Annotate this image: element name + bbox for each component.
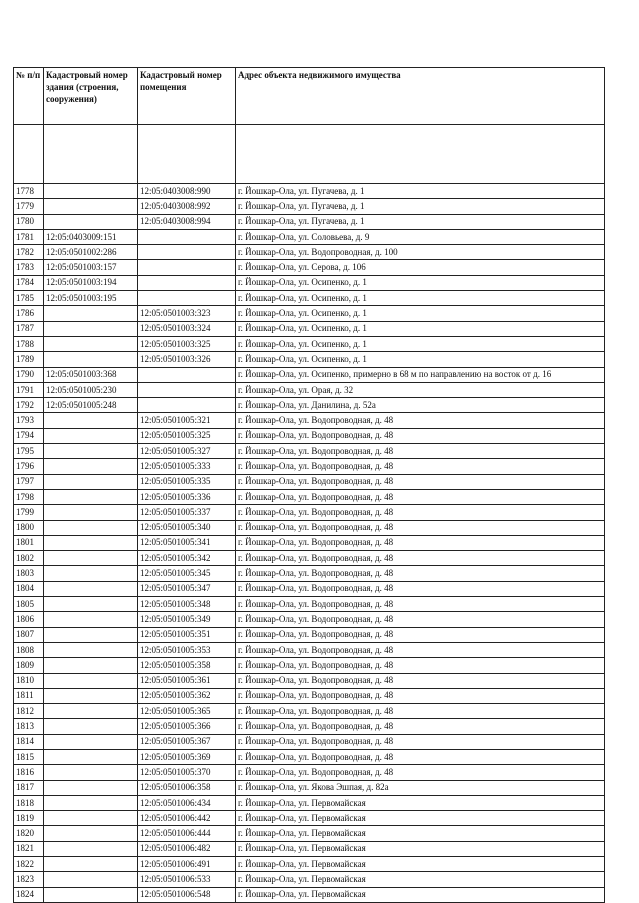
address-cell: г. Йошкар-Ола, ул. Осипенко, д. 1	[236, 275, 605, 290]
premises-cadastral-number-cell: 12:05:0501005:345	[138, 566, 236, 581]
building-cadastral-number-cell	[44, 444, 138, 459]
building-cadastral-number-cell	[44, 826, 138, 841]
table-row	[14, 321, 605, 336]
address-cell: г. Йошкар-Ола, ул. Водопроводная, д. 48	[236, 642, 605, 657]
building-cadastral-number-cell	[44, 765, 138, 780]
premises-cadastral-number-cell: 12:05:0501003:324	[138, 321, 236, 336]
row-number-cell: 1821	[14, 841, 44, 856]
row-number-cell: 1808	[14, 642, 44, 657]
address-cell: г. Йошкар-Ола, ул. Соловьева, д. 9	[236, 229, 605, 244]
table-row	[14, 780, 605, 795]
premises-cadastral-number-cell: 12:05:0403008:992	[138, 199, 236, 214]
premises-cadastral-number-cell: 12:05:0501005:336	[138, 489, 236, 504]
row-number-cell: 1823	[14, 872, 44, 887]
row-number-cell: 1800	[14, 520, 44, 535]
address-cell: г. Йошкар-Ола, ул. Водопроводная, д. 48	[236, 520, 605, 535]
table-row	[14, 612, 605, 627]
address-cell: г. Йошкар-Ола, ул. Водопроводная, д. 48	[236, 581, 605, 596]
address-cell: г. Йошкар-Ола, ул. Первомайская	[236, 857, 605, 872]
premises-cadastral-number-cell: 12:05:0501005:342	[138, 551, 236, 566]
table-row	[14, 520, 605, 535]
premises-cadastral-number-cell	[138, 229, 236, 244]
building-cadastral-number-cell	[44, 734, 138, 749]
premises-cadastral-number-cell: 12:05:0501006:482	[138, 841, 236, 856]
address-cell: г. Йошкар-Ола, ул. Орая, д. 32	[236, 382, 605, 397]
row-number-cell: 1816	[14, 765, 44, 780]
row-number-cell: 1796	[14, 459, 44, 474]
blank-cell	[14, 125, 44, 184]
table-row	[14, 291, 605, 306]
row-number-cell: 1805	[14, 597, 44, 612]
premises-cadastral-number-cell: 12:05:0501005:362	[138, 688, 236, 703]
premises-cadastral-number-cell: 12:05:0501006:533	[138, 872, 236, 887]
row-number-cell: 1818	[14, 795, 44, 810]
row-number-cell: 1807	[14, 627, 44, 642]
address-cell: г. Йошкар-Ола, ул. Водопроводная, д. 48	[236, 489, 605, 504]
premises-cadastral-number-cell: 12:05:0501005:365	[138, 704, 236, 719]
row-number-cell: 1794	[14, 428, 44, 443]
address-cell: г. Йошкар-Ола, ул. Водопроводная, д. 48	[236, 658, 605, 673]
row-number-cell: 1784	[14, 275, 44, 290]
building-cadastral-number-cell	[44, 489, 138, 504]
blank-cell	[44, 125, 138, 184]
row-number-cell: 1806	[14, 612, 44, 627]
row-number-cell: 1781	[14, 229, 44, 244]
address-cell: г. Йошкар-Ола, ул. Водопроводная, д. 48	[236, 719, 605, 734]
building-cadastral-number-cell	[44, 795, 138, 810]
table-row	[14, 811, 605, 826]
premises-cadastral-number-cell	[138, 367, 236, 382]
building-cadastral-number-cell: 12:05:0501003:157	[44, 260, 138, 275]
building-cadastral-number-cell	[44, 352, 138, 367]
address-cell: г. Йошкар-Ола, ул. Первомайская	[236, 841, 605, 856]
premises-cadastral-number-cell: 12:05:0403008:994	[138, 214, 236, 229]
table-row	[14, 857, 605, 872]
row-number-cell: 1793	[14, 413, 44, 428]
address-cell: г. Йошкар-Ола, ул. Водопроводная, д. 48	[236, 597, 605, 612]
address-cell: г. Йошкар-Ола, ул. Первомайская	[236, 887, 605, 902]
premises-cadastral-number-cell: 12:05:0501006:442	[138, 811, 236, 826]
building-cadastral-number-cell	[44, 719, 138, 734]
table-row	[14, 765, 605, 780]
table-row	[14, 229, 605, 244]
table-row	[14, 551, 605, 566]
address-cell: г. Йошкар-Ола, ул. Пугачева, д. 1	[236, 214, 605, 229]
building-cadastral-number-cell	[44, 413, 138, 428]
header-row	[14, 68, 605, 125]
building-cadastral-number-cell	[44, 581, 138, 596]
building-cadastral-number-cell	[44, 658, 138, 673]
row-number-cell: 1811	[14, 688, 44, 703]
table-row	[14, 642, 605, 657]
address-cell: г. Йошкар-Ола, ул. Водопроводная, д. 48	[236, 413, 605, 428]
table-row	[14, 382, 605, 397]
premises-cadastral-number-cell: 12:05:0501006:358	[138, 780, 236, 795]
address-cell: г. Йошкар-Ола, ул. Пугачева, д. 1	[236, 184, 605, 199]
premises-cadastral-number-cell: 12:05:0501006:548	[138, 887, 236, 902]
building-cadastral-number-cell: 12:05:0501003:368	[44, 367, 138, 382]
building-cadastral-number-cell: 12:05:0501003:195	[44, 291, 138, 306]
table-row	[14, 704, 605, 719]
premises-cadastral-number-cell: 12:05:0501005:325	[138, 428, 236, 443]
address-cell: г. Йошкар-Ола, ул. Первомайская	[236, 795, 605, 810]
building-cadastral-number-cell: 12:05:0403009:151	[44, 229, 138, 244]
address-cell: г. Йошкар-Ола, ул. Водопроводная, д. 48	[236, 535, 605, 550]
premises-cadastral-number-cell	[138, 382, 236, 397]
row-number-cell: 1820	[14, 826, 44, 841]
row-number-cell: 1799	[14, 505, 44, 520]
table-row	[14, 184, 605, 199]
table-row	[14, 535, 605, 550]
premises-cadastral-number-cell: 12:05:0501005:348	[138, 597, 236, 612]
row-number-cell: 1780	[14, 214, 44, 229]
table-row	[14, 352, 605, 367]
building-cadastral-number-cell	[44, 841, 138, 856]
header-number: № п/п	[14, 68, 44, 125]
table-row	[14, 688, 605, 703]
building-cadastral-number-cell	[44, 505, 138, 520]
building-cadastral-number-cell	[44, 642, 138, 657]
premises-cadastral-number-cell: 12:05:0501003:323	[138, 306, 236, 321]
building-cadastral-number-cell	[44, 780, 138, 795]
table-row	[14, 673, 605, 688]
property-table	[13, 67, 605, 903]
building-cadastral-number-cell	[44, 184, 138, 199]
building-cadastral-number-cell	[44, 474, 138, 489]
premises-cadastral-number-cell: 12:05:0501003:325	[138, 336, 236, 351]
address-cell: г. Йошкар-Ола, ул. Осипенко, примерно в 68 м по направлению на восток от д. 16	[236, 367, 605, 382]
building-cadastral-number-cell	[44, 214, 138, 229]
premises-cadastral-number-cell	[138, 275, 236, 290]
premises-cadastral-number-cell: 12:05:0501005:367	[138, 734, 236, 749]
row-number-cell: 1802	[14, 551, 44, 566]
row-number-cell: 1801	[14, 535, 44, 550]
address-cell: г. Йошкар-Ола, ул. Водопроводная, д. 48	[236, 612, 605, 627]
address-cell: г. Йошкар-Ола, ул. Водопроводная, д. 48	[236, 704, 605, 719]
address-cell: г. Йошкар-Ола, ул. Первомайская	[236, 872, 605, 887]
row-number-cell: 1817	[14, 780, 44, 795]
premises-cadastral-number-cell	[138, 245, 236, 260]
building-cadastral-number-cell	[44, 535, 138, 550]
table-row	[14, 459, 605, 474]
address-cell: г. Йошкар-Ола, ул. Водопроводная, д. 48	[236, 459, 605, 474]
address-cell: г. Йошкар-Ола, ул. Водопроводная, д. 48	[236, 474, 605, 489]
address-cell: г. Йошкар-Ола, ул. Водопроводная, д. 48	[236, 627, 605, 642]
row-number-cell: 1786	[14, 306, 44, 321]
header-address: Адрес объекта недвижимого имущества	[236, 68, 605, 125]
table-row	[14, 505, 605, 520]
row-number-cell: 1791	[14, 382, 44, 397]
table-row	[14, 872, 605, 887]
table-row	[14, 214, 605, 229]
table-row	[14, 826, 605, 841]
premises-cadastral-number-cell: 12:05:0501005:340	[138, 520, 236, 535]
table-row	[14, 413, 605, 428]
table-row	[14, 581, 605, 596]
building-cadastral-number-cell	[44, 306, 138, 321]
building-cadastral-number-cell: 12:05:0501005:230	[44, 382, 138, 397]
row-number-cell: 1813	[14, 719, 44, 734]
table-row	[14, 566, 605, 581]
premises-cadastral-number-cell: 12:05:0403008:990	[138, 184, 236, 199]
building-cadastral-number-cell	[44, 459, 138, 474]
premises-cadastral-number-cell: 12:05:0501003:326	[138, 352, 236, 367]
row-number-cell: 1814	[14, 734, 44, 749]
building-cadastral-number-cell	[44, 811, 138, 826]
table-row	[14, 245, 605, 260]
table-row	[14, 719, 605, 734]
address-cell: г. Йошкар-Ола, ул. Осипенко, д. 1	[236, 321, 605, 336]
address-cell: г. Йошкар-Ола, ул. Водопроводная, д. 48	[236, 444, 605, 459]
address-cell: г. Йошкар-Ола, ул. Водопроводная, д. 48	[236, 428, 605, 443]
row-number-cell: 1824	[14, 887, 44, 902]
address-cell: г. Йошкар-Ола, ул. Водопроводная, д. 48	[236, 551, 605, 566]
building-cadastral-number-cell	[44, 704, 138, 719]
premises-cadastral-number-cell: 12:05:0501006:444	[138, 826, 236, 841]
building-cadastral-number-cell	[44, 688, 138, 703]
premises-cadastral-number-cell: 12:05:0501005:341	[138, 535, 236, 550]
premises-cadastral-number-cell: 12:05:0501006:434	[138, 795, 236, 810]
premises-cadastral-number-cell: 12:05:0501005:337	[138, 505, 236, 520]
row-number-cell: 1778	[14, 184, 44, 199]
premises-cadastral-number-cell: 12:05:0501005:369	[138, 749, 236, 764]
row-number-cell: 1809	[14, 658, 44, 673]
table-row	[14, 597, 605, 612]
building-cadastral-number-cell	[44, 872, 138, 887]
address-cell: г. Йошкар-Ола, ул. Водопроводная, д. 48	[236, 673, 605, 688]
premises-cadastral-number-cell: 12:05:0501005:358	[138, 658, 236, 673]
address-cell: г. Йошкар-Ола, ул. Серова, д. 106	[236, 260, 605, 275]
table-row	[14, 474, 605, 489]
address-cell: г. Йошкар-Ола, ул. Пугачева, д. 1	[236, 199, 605, 214]
building-cadastral-number-cell: 12:05:0501003:194	[44, 275, 138, 290]
row-number-cell: 1785	[14, 291, 44, 306]
table-row	[14, 749, 605, 764]
building-cadastral-number-cell	[44, 857, 138, 872]
address-cell: г. Йошкар-Ола, ул. Водопроводная, д. 48	[236, 505, 605, 520]
table-row	[14, 275, 605, 290]
header-building-cadastral: Кадастровый номер здания (строения, сооружения)	[44, 68, 138, 125]
premises-cadastral-number-cell: 12:05:0501005:351	[138, 627, 236, 642]
blank-cell	[138, 125, 236, 184]
premises-cadastral-number-cell	[138, 398, 236, 413]
address-cell: г. Йошкар-Ола, ул. Первомайская	[236, 826, 605, 841]
building-cadastral-number-cell	[44, 551, 138, 566]
row-number-cell: 1792	[14, 398, 44, 413]
building-cadastral-number-cell	[44, 673, 138, 688]
row-number-cell: 1789	[14, 352, 44, 367]
address-cell: г. Йошкар-Ола, ул. Водопроводная, д. 48	[236, 749, 605, 764]
table-row	[14, 398, 605, 413]
table-row	[14, 658, 605, 673]
row-number-cell: 1803	[14, 566, 44, 581]
address-cell: г. Йошкар-Ола, ул. Первомайская	[236, 811, 605, 826]
premises-cadastral-number-cell: 12:05:0501005:353	[138, 642, 236, 657]
table-row	[14, 336, 605, 351]
row-number-cell: 1787	[14, 321, 44, 336]
building-cadastral-number-cell: 12:05:0501002:286	[44, 245, 138, 260]
building-cadastral-number-cell: 12:05:0501005:248	[44, 398, 138, 413]
header-premises-cadastral: Кадастровый номер помещения	[138, 68, 236, 125]
table-row	[14, 260, 605, 275]
address-cell: г. Йошкар-Ола, ул. Водопроводная, д. 100	[236, 245, 605, 260]
address-cell: г. Йошкар-Ола, ул. Осипенко, д. 1	[236, 336, 605, 351]
building-cadastral-number-cell	[44, 336, 138, 351]
premises-cadastral-number-cell: 12:05:0501006:491	[138, 857, 236, 872]
table-row	[14, 428, 605, 443]
building-cadastral-number-cell	[44, 627, 138, 642]
address-cell: г. Йошкар-Ола, ул. Водопроводная, д. 48	[236, 765, 605, 780]
table-row	[14, 306, 605, 321]
premises-cadastral-number-cell: 12:05:0501005:335	[138, 474, 236, 489]
building-cadastral-number-cell	[44, 612, 138, 627]
row-number-cell: 1795	[14, 444, 44, 459]
row-number-cell: 1783	[14, 260, 44, 275]
table-row	[14, 627, 605, 642]
premises-cadastral-number-cell: 12:05:0501005:366	[138, 719, 236, 734]
row-number-cell: 1782	[14, 245, 44, 260]
premises-cadastral-number-cell: 12:05:0501005:327	[138, 444, 236, 459]
table-row	[14, 444, 605, 459]
row-number-cell: 1812	[14, 704, 44, 719]
address-cell: г. Йошкар-Ола, ул. Якова Эшпая, д. 82а	[236, 780, 605, 795]
building-cadastral-number-cell	[44, 199, 138, 214]
premises-cadastral-number-cell: 12:05:0501005:349	[138, 612, 236, 627]
premises-cadastral-number-cell: 12:05:0501005:333	[138, 459, 236, 474]
address-cell: г. Йошкар-Ола, ул. Водопроводная, д. 48	[236, 566, 605, 581]
table-row	[14, 734, 605, 749]
address-cell: г. Йошкар-Ола, ул. Водопроводная, д. 48	[236, 734, 605, 749]
blank-cell	[236, 125, 605, 184]
address-cell: г. Йошкар-Ола, ул. Данилина, д. 52а	[236, 398, 605, 413]
row-number-cell: 1788	[14, 336, 44, 351]
premises-cadastral-number-cell	[138, 260, 236, 275]
row-number-cell: 1810	[14, 673, 44, 688]
address-cell: г. Йошкар-Ола, ул. Водопроводная, д. 48	[236, 688, 605, 703]
blank-row	[14, 125, 605, 184]
table-body	[14, 125, 605, 903]
building-cadastral-number-cell	[44, 887, 138, 902]
address-cell: г. Йошкар-Ола, ул. Осипенко, д. 1	[236, 352, 605, 367]
table-row	[14, 841, 605, 856]
row-number-cell: 1815	[14, 749, 44, 764]
premises-cadastral-number-cell: 12:05:0501005:347	[138, 581, 236, 596]
building-cadastral-number-cell	[44, 520, 138, 535]
building-cadastral-number-cell	[44, 428, 138, 443]
building-cadastral-number-cell	[44, 321, 138, 336]
premises-cadastral-number-cell: 12:05:0501005:370	[138, 765, 236, 780]
table-header	[14, 68, 605, 125]
row-number-cell: 1819	[14, 811, 44, 826]
row-number-cell: 1779	[14, 199, 44, 214]
table-row	[14, 367, 605, 382]
premises-cadastral-number-cell: 12:05:0501005:361	[138, 673, 236, 688]
building-cadastral-number-cell	[44, 597, 138, 612]
row-number-cell: 1822	[14, 857, 44, 872]
building-cadastral-number-cell	[44, 566, 138, 581]
table-row	[14, 795, 605, 810]
row-number-cell: 1798	[14, 489, 44, 504]
address-cell: г. Йошкар-Ола, ул. Осипенко, д. 1	[236, 291, 605, 306]
row-number-cell: 1804	[14, 581, 44, 596]
address-cell: г. Йошкар-Ола, ул. Осипенко, д. 1	[236, 306, 605, 321]
building-cadastral-number-cell	[44, 749, 138, 764]
row-number-cell: 1790	[14, 367, 44, 382]
table-row	[14, 489, 605, 504]
premises-cadastral-number-cell: 12:05:0501005:321	[138, 413, 236, 428]
premises-cadastral-number-cell	[138, 291, 236, 306]
table-row	[14, 887, 605, 902]
table-row	[14, 199, 605, 214]
row-number-cell: 1797	[14, 474, 44, 489]
